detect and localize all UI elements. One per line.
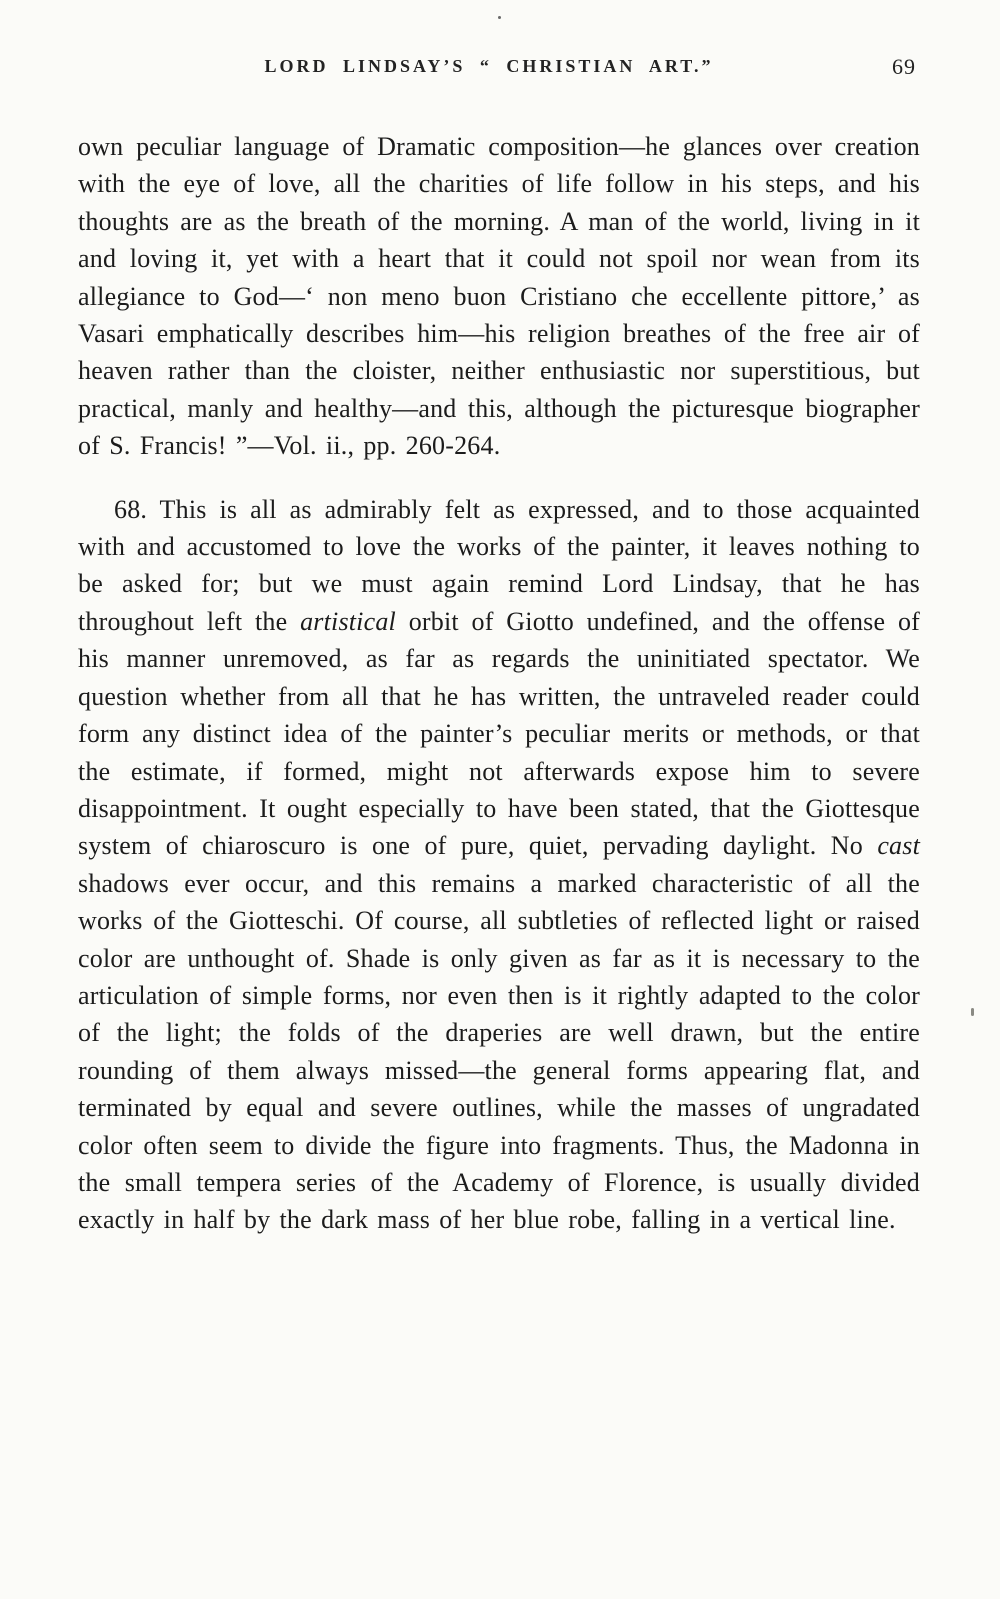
paragraph: [78, 128, 920, 465]
italic-text: cast: [877, 831, 920, 861]
scan-speck-top: [498, 16, 501, 19]
body-text: 68. This is all as admirably felt as expressed, and to those acquainted with and accustomed to love the works of the painter, it leaves nothing to be asked for; but we must again remind Lord Lindsay, that he has throughout left the: [78, 494, 920, 636]
italic-text: artistical: [300, 606, 396, 636]
page-body: [78, 128, 920, 1239]
page-number: 69: [892, 54, 916, 79]
scan-speck-margin: [971, 1008, 974, 1016]
paragraph: [78, 491, 920, 1239]
body-text: shadows ever occur, and this remains a marked characteristic of all the works of the Giotteschi. Of course, all subtleties of reflected light or raised color are unthought of. Shade is only given as far as it is necessary to the articulation of simple forms, nor even then is it rightly adapted to the color of the light; the folds of the draperies are well drawn, but the entire rounding of them always missed—the general forms appearing flat, and terminated by equal and severe outlines, while the masses of ungradated color often seem to divide the figure into fragments. Thus, the Madonna in the small tempera series of the Academy of Florence, is usually divided exactly in half by the dark mass of her blue robe, falling in a vertical line.: [78, 868, 920, 1235]
running-title: LORD LINDSAY’S “ CHRISTIAN ART.”: [264, 56, 714, 76]
body-text: orbit of Giotto undefined, and the offense of his manner unremoved, as far as regards the uninitiated spectator. We question whether from all that he has written, the untraveled reader could form any distinct idea of the painter’s peculiar merits or methods, or that the estimate, if formed, might not afterwards expose him to severe disappointment. It ought especially to have been stated, that the Giottesque system of chiaroscuro is one of pure, quiet, pervading daylight. No: [78, 606, 921, 861]
body-text: own peculiar language of Dramatic composition—he glances over creation with the eye of love, all the charities of life follow in his steps, and his thoughts are as the breath of the morning. A man of the world, living in it and loving it, yet with a heart that it could not spoil nor wean from its allegiance to God—‘ non meno buon Cristiano che eccellente pittore,’ as Vasari emphatically describes him—his religion breathes of the free air of heaven rather than the cloister, neither enthusiastic nor superstitious, but practical, manly and healthy—and this, although the picturesque biographer of S. Francis! ”—Vol. ii., pp. 260-264.: [78, 132, 920, 461]
page-header: [78, 56, 920, 86]
